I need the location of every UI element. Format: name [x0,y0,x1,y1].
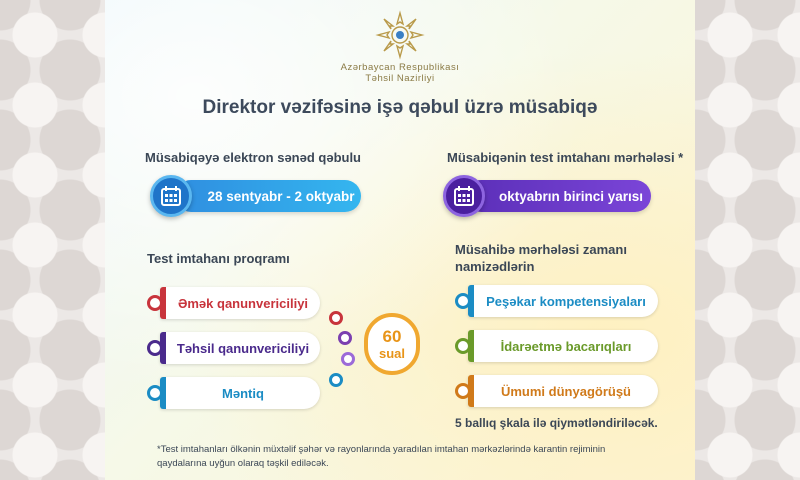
bullet-icon [455,338,471,354]
interview-label-line1: Müsahibə mərhələsi zamanı [455,242,627,257]
ministry-emblem-icon [375,10,425,60]
left-decorative-pattern [0,0,105,480]
poster [105,0,695,480]
footnote-line2: qaydalarına uyğun olaraq təşkil ediləcək. [157,458,329,469]
interview-item-competencies: Peşəkar kompetensiyaları [468,285,658,317]
test-stage-period: oktyabrın birinci yarısı [465,180,651,212]
page-title: Direktor vəzifəsinə işə qəbul üzrə müsabiqə [202,97,598,118]
interview-item-worldview: Ümumi dünyagörüşü [468,375,658,407]
program-item-logic: Məntiq [160,377,320,409]
interview-label-line2: namizədlərin [455,259,535,274]
test-program-label: Test imtahanı proqramı [147,251,290,266]
footnote [157,443,657,471]
right-decorative-pattern [695,0,800,480]
bullet-icon [455,293,471,309]
calendar-icon [150,175,192,217]
connector-ring [338,331,352,345]
program-item-education-law: Təhsil qanunvericiliyi [160,332,320,364]
scale-note: 5 ballıq şkala ilə qiymətləndiriləcək. [455,416,658,430]
question-count-badge [364,313,420,375]
connector-ring [329,373,343,387]
bullet-icon [147,295,163,311]
bullet-icon [147,385,163,401]
interview-item-management-skills: İdarəetmə bacarıqları [468,330,658,362]
ministry-name-line1: Azərbaycan Respublikası [340,62,460,73]
doc-submission-label: Müsabiqəyə elektron sənəd qəbulu [145,150,361,165]
bullet-icon [147,340,163,356]
test-stage-label: Müsabiqənin test imtahanı mərhələsi * [447,150,684,165]
ministry-name-line2: Təhsil Nazirliyi [365,73,435,84]
footnote-line1: *Test imtahanları ölkənin müxtəlif şəhər və rayonlarında yaradılan imtahan mərkəzlərində karantin rejiminin [157,444,606,455]
question-count: 60 [382,327,402,346]
program-item-labor-law: Əmək qanunvericiliyi [160,287,320,319]
calendar-icon [443,175,485,217]
doc-submission-dates: 28 sentyabr - 2 oktyabr [175,180,361,212]
question-unit: sual [378,346,405,361]
bullet-icon [455,383,471,399]
connector-ring [329,311,343,325]
connector-ring [341,352,355,366]
